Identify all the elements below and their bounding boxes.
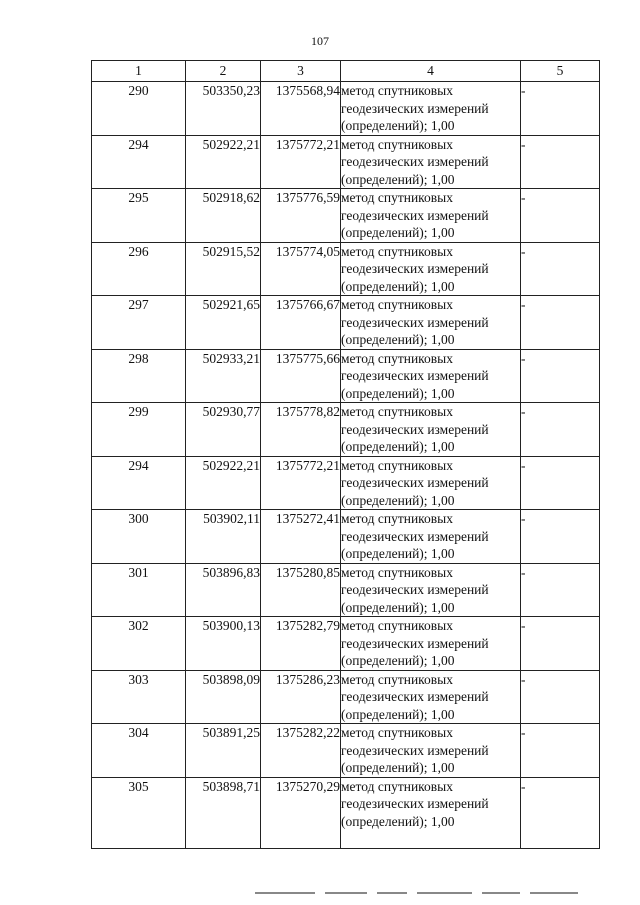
footer-signature-line: [255, 892, 605, 900]
cell-point-number: 298: [92, 349, 186, 403]
cell-note: -: [521, 456, 600, 510]
table-row: [92, 403, 600, 457]
cell-y-coordinate: 1375772,21: [261, 135, 341, 189]
cell-method: метод спутниковых геодезических измерений (определений); 1,00: [341, 563, 521, 617]
cell-x-coordinate: 503900,13: [186, 617, 261, 671]
cell-method: метод спутниковых геодезических измерений (определений); 1,00: [341, 349, 521, 403]
cell-method: метод спутниковых геодезических измерений (определений); 1,00: [341, 296, 521, 350]
table-header: [92, 61, 600, 82]
column-header-5: 5: [521, 61, 600, 82]
cell-y-coordinate: 1375272,41: [261, 510, 341, 564]
cell-method: метод спутниковых геодезических измерений (определений); 1,00: [341, 510, 521, 564]
cell-y-coordinate: 1375776,59: [261, 189, 341, 243]
cell-note: -: [521, 82, 600, 136]
cell-note: -: [521, 296, 600, 350]
cell-y-coordinate: 1375775,66: [261, 349, 341, 403]
cell-point-number: 299: [92, 403, 186, 457]
cell-point-number: 303: [92, 670, 186, 724]
table-row: [92, 670, 600, 724]
cell-note: -: [521, 777, 600, 848]
column-header-2: 2: [186, 61, 261, 82]
cell-point-number: 301: [92, 563, 186, 617]
cell-x-coordinate: 502915,52: [186, 242, 261, 296]
cell-method: метод спутниковых геодезических измерений (определений); 1,00: [341, 777, 521, 848]
cell-method: метод спутниковых геодезических измерений (определений); 1,00: [341, 135, 521, 189]
column-header-4: 4: [341, 61, 521, 82]
cell-y-coordinate: 1375282,79: [261, 617, 341, 671]
cell-y-coordinate: 1375774,05: [261, 242, 341, 296]
cell-note: -: [521, 403, 600, 457]
cell-x-coordinate: 502921,65: [186, 296, 261, 350]
cell-y-coordinate: 1375766,67: [261, 296, 341, 350]
cell-y-coordinate: 1375772,21: [261, 456, 341, 510]
cell-x-coordinate: 503891,25: [186, 724, 261, 778]
table-row: [92, 296, 600, 350]
header-row: [92, 61, 600, 82]
table-row: [92, 242, 600, 296]
cell-y-coordinate: 1375778,82: [261, 403, 341, 457]
cell-x-coordinate: 503902,11: [186, 510, 261, 564]
table-body: [92, 82, 600, 849]
table-row: [92, 510, 600, 564]
table-row: [92, 189, 600, 243]
cell-y-coordinate: 1375270,29: [261, 777, 341, 848]
cell-method: метод спутниковых геодезических измерений (определений); 1,00: [341, 189, 521, 243]
cell-x-coordinate: 503896,83: [186, 563, 261, 617]
cell-point-number: 294: [92, 135, 186, 189]
cell-x-coordinate: 502922,21: [186, 135, 261, 189]
cell-method: метод спутниковых геодезических измерений (определений); 1,00: [341, 403, 521, 457]
coordinates-table: [91, 60, 600, 849]
cell-point-number: 304: [92, 724, 186, 778]
cell-x-coordinate: 503350,23: [186, 82, 261, 136]
cell-point-number: 300: [92, 510, 186, 564]
table-row: [92, 349, 600, 403]
cell-point-number: 295: [92, 189, 186, 243]
cell-note: -: [521, 510, 600, 564]
cell-x-coordinate: 502918,62: [186, 189, 261, 243]
cell-x-coordinate: 502930,77: [186, 403, 261, 457]
cell-point-number: 305: [92, 777, 186, 848]
column-header-1: 1: [92, 61, 186, 82]
cell-note: -: [521, 242, 600, 296]
cell-method: метод спутниковых геодезических измерений (определений); 1,00: [341, 242, 521, 296]
cell-y-coordinate: 1375282,22: [261, 724, 341, 778]
cell-method: метод спутниковых геодезических измерений (определений); 1,00: [341, 670, 521, 724]
cell-point-number: 294: [92, 456, 186, 510]
cell-point-number: 296: [92, 242, 186, 296]
table-row: [92, 82, 600, 136]
cell-x-coordinate: 502922,21: [186, 456, 261, 510]
table-row: [92, 456, 600, 510]
cell-note: -: [521, 724, 600, 778]
cell-x-coordinate: 503898,71: [186, 777, 261, 848]
cell-note: -: [521, 617, 600, 671]
cell-note: -: [521, 670, 600, 724]
cell-method: метод спутниковых геодезических измерений (определений); 1,00: [341, 456, 521, 510]
cell-note: -: [521, 349, 600, 403]
table-row: [92, 617, 600, 671]
cell-y-coordinate: 1375280,85: [261, 563, 341, 617]
cell-note: -: [521, 135, 600, 189]
table-row: [92, 724, 600, 778]
cell-method: метод спутниковых геодезических измерений (определений); 1,00: [341, 82, 521, 136]
cell-x-coordinate: 503898,09: [186, 670, 261, 724]
cell-y-coordinate: 1375568,94: [261, 82, 341, 136]
table-row: [92, 563, 600, 617]
cell-note: -: [521, 189, 600, 243]
table-row: [92, 135, 600, 189]
column-header-3: 3: [261, 61, 341, 82]
cell-method: метод спутниковых геодезических измерений (определений); 1,00: [341, 724, 521, 778]
cell-note: -: [521, 563, 600, 617]
cell-point-number: 290: [92, 82, 186, 136]
page-number: 107: [311, 34, 329, 48]
cell-y-coordinate: 1375286,23: [261, 670, 341, 724]
table-row: [92, 777, 600, 848]
cell-point-number: 297: [92, 296, 186, 350]
cell-method: метод спутниковых геодезических измерений (определений); 1,00: [341, 617, 521, 671]
cell-x-coordinate: 502933,21: [186, 349, 261, 403]
cell-point-number: 302: [92, 617, 186, 671]
